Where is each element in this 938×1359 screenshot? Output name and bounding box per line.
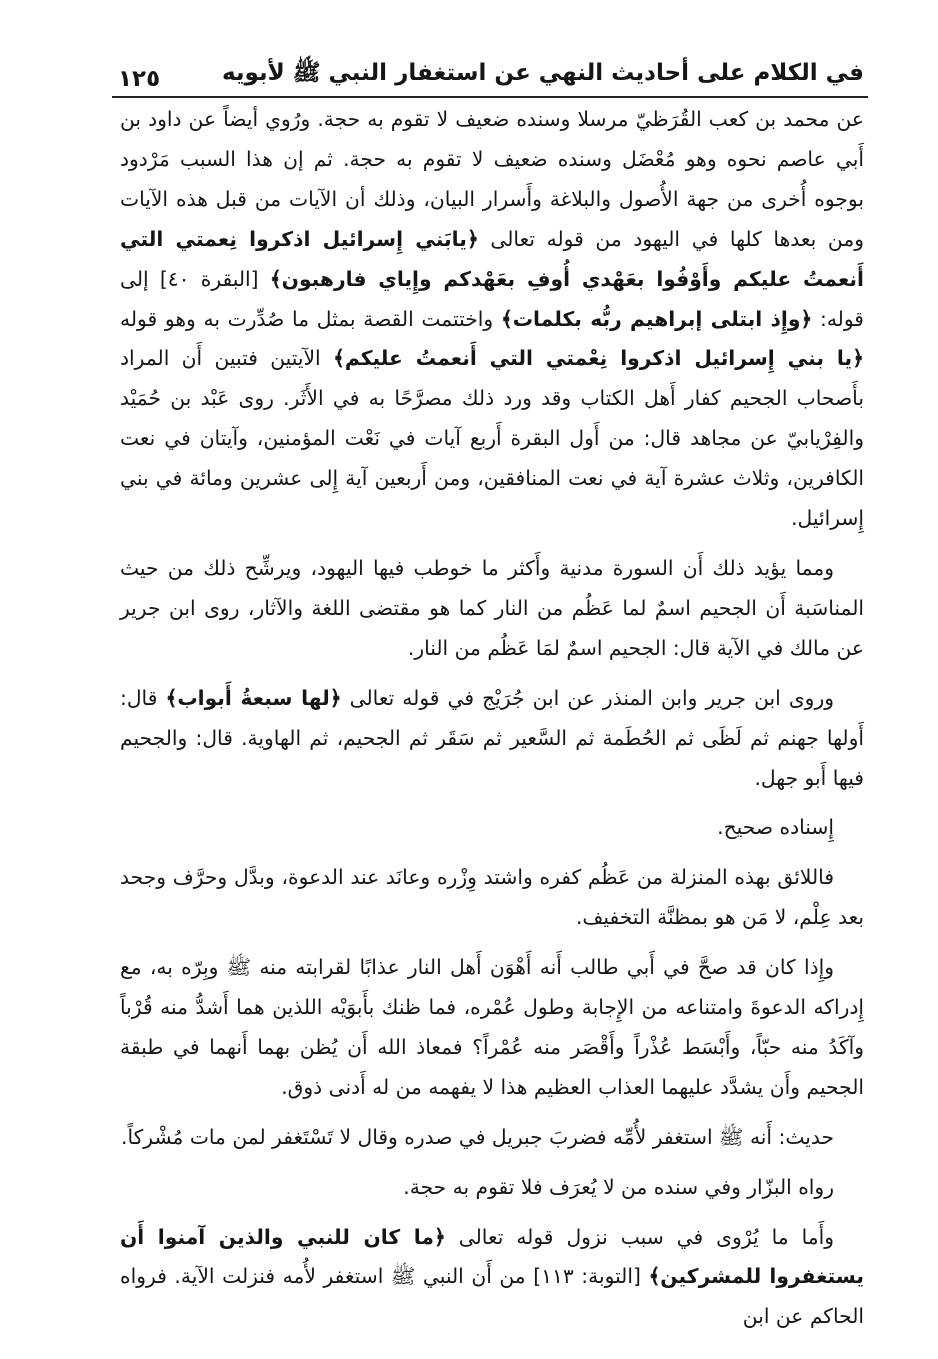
- paragraph-1-text-middle-1: [البقرة ٤٠] إلى قوله:: [120, 266, 864, 331]
- page-number: ١٢٥: [118, 66, 161, 92]
- page-body: [120, 100, 864, 1337]
- paragraph-1-text-after: الآيتين فتبين أَن المراد بأَصحاب الجحيم كفار أَهل الكتاب وقد ورد ذلك مصرَّحًا به في الأَثَر. روى عَبْد بن حُمَيْد والفِرْيابيّ عن مجاهد قال: من أَول البقرة أَربع آيات في نَعْت المؤمنين، وآيتان في نعت الكافرين، وثلاث عشرة آية في نعت المنافقين، ومن أَربعين آية إِلى عشرين ومائة في بني إِسرائيل.: [120, 346, 864, 531]
- paragraph-5: فاللائق بهذه المنزلة من عَظُم كفره واشتد وِزْره وعانَد عند الدعوة، وبدَّل وحرَّف وجحد بعد عِلْم، لا مَن هو بمظنَّة التخفيف.: [120, 865, 864, 930]
- paragraph-9-text-before: وأَما ما يُرْوى في سبب نزول قوله تعالى: [445, 1224, 835, 1249]
- paragraph-3-text-after: قال: أَولها جهنم ثم لَظَى ثم الحُطَمة ثم السَّعير ثم سَقَر ثم الجحيم، ثم الهاوية. قال: والجحيم فيها أَبو جهل.: [120, 685, 864, 790]
- running-head: [118, 52, 864, 92]
- paragraph-3: [120, 679, 864, 799]
- paragraph-2: ومما يؤيد ذلك أَن السورة مدنية وأَكثر ما خوطب فيها اليهود، ويرشِّح ذلك من حيث المناسَبة أَن الجحيم اسمٌ لما عَظُم من النار كما هو مقتضى اللغة والآثار، روى ابن جرير عن مالك في الآية قال: الجحيم اسمٌ لمَا عَظُم من النار.: [120, 555, 864, 660]
- quran-verse: ﴿لها سبعةُ أَبواب﴾: [165, 685, 342, 710]
- paragraph-9: [120, 1218, 864, 1338]
- header-rule: [112, 96, 868, 98]
- paragraph-3-text-before: وروى ابن جرير وابن المنذر عن ابن جُرَيْج في قوله تعالى: [341, 685, 835, 710]
- paragraph-6: وإِذا كان قد صحَّ في أَبي طالب أَنه أَهْوَن أَهل النار عذابًا لقرابته منه ﷺ وبِرّه به، مع إِدراكه الدعوةَ وامتناعه من الإِجابة وطول عُمْره، فما ظنك بأَبوَيْه اللذين هما أَشدُّ منه قُرْباً وآكَدُ منه حبّاً، وأَبْسَط عُذْراً وأَقْصَر منه عُمْراً؟ فمعاذ الله أَن يُظن بهما أَنهما في طبقة الجحيم وأَن يشدَّد عليهما العذاب العظيم هذا لا يفهمه من له أَدنى ذوق.: [120, 955, 864, 1099]
- quran-verse: ﴿وإِذ ابتلى إبراهيم ربُّه بكلمات﴾: [500, 306, 813, 331]
- paragraph-1-text-before: عن محمد بن كعب القُرَظيّ مرسلا وسنده ضعيف لا تقوم به حجة. ورُوي أيضاً عن داود بن أَبي عاصم نحوه وهو مُعْضَل وسنده ضعيف لا تقوم به حجة. ثم إن هذا السبب مَرْدود بوجوه أُخرى من جهة الأُصول والبلاغة وأَسرار البيان، وذلك أن الآيات من قبل هذه الآيات ومن بعدها كلها في اليهود من قوله تعالى: [120, 107, 864, 251]
- paragraph-7: حديث: أَنه ﷺ استغفر لأُمِّه فضربَ جبريل في صدره وقال لا تَسْتَغفر لمن مات مُشْركاً.: [121, 1124, 834, 1149]
- paragraph-1-text-middle-2: واختتمت القصة بمثل ما صُدِّرت به وهو قوله: [120, 306, 501, 331]
- paragraph-8: رواه البزّار وفي سنده من لا يُعرَف فلا تقوم به حجة.: [403, 1174, 834, 1199]
- paragraph-9-text-after: [التوبة: ١١٣] من أَن النبي ﷺ استغفر لأُمه فنزلت الآية. فرواه الحاكم عن ابن: [120, 1264, 864, 1329]
- running-title: في الكلام على أحاديث النهي عن استغفار النبي ﷺ لأبويه: [221, 60, 864, 86]
- paragraph-1: [120, 100, 864, 539]
- paragraph-4: إِسناده صحيح.: [717, 815, 834, 840]
- quran-verse: ﴿يا بني إِسرائيل اذكروا نِعْمتي التي أَنعمتُ عليكم﴾: [332, 346, 864, 371]
- quran-verse: ﴿يابَني إِسرائيل اذكروا نِعمتي التي أَنعمتُ عليكم وأَوْفُوا بعَهْدي أُوفِ بعَهْدكم وإِياي فارهبون﴾: [120, 226, 864, 291]
- quran-verse: ﴿ما كان للنبي والذين آمنوا أَن يستغفروا للمشركين﴾: [120, 1224, 864, 1289]
